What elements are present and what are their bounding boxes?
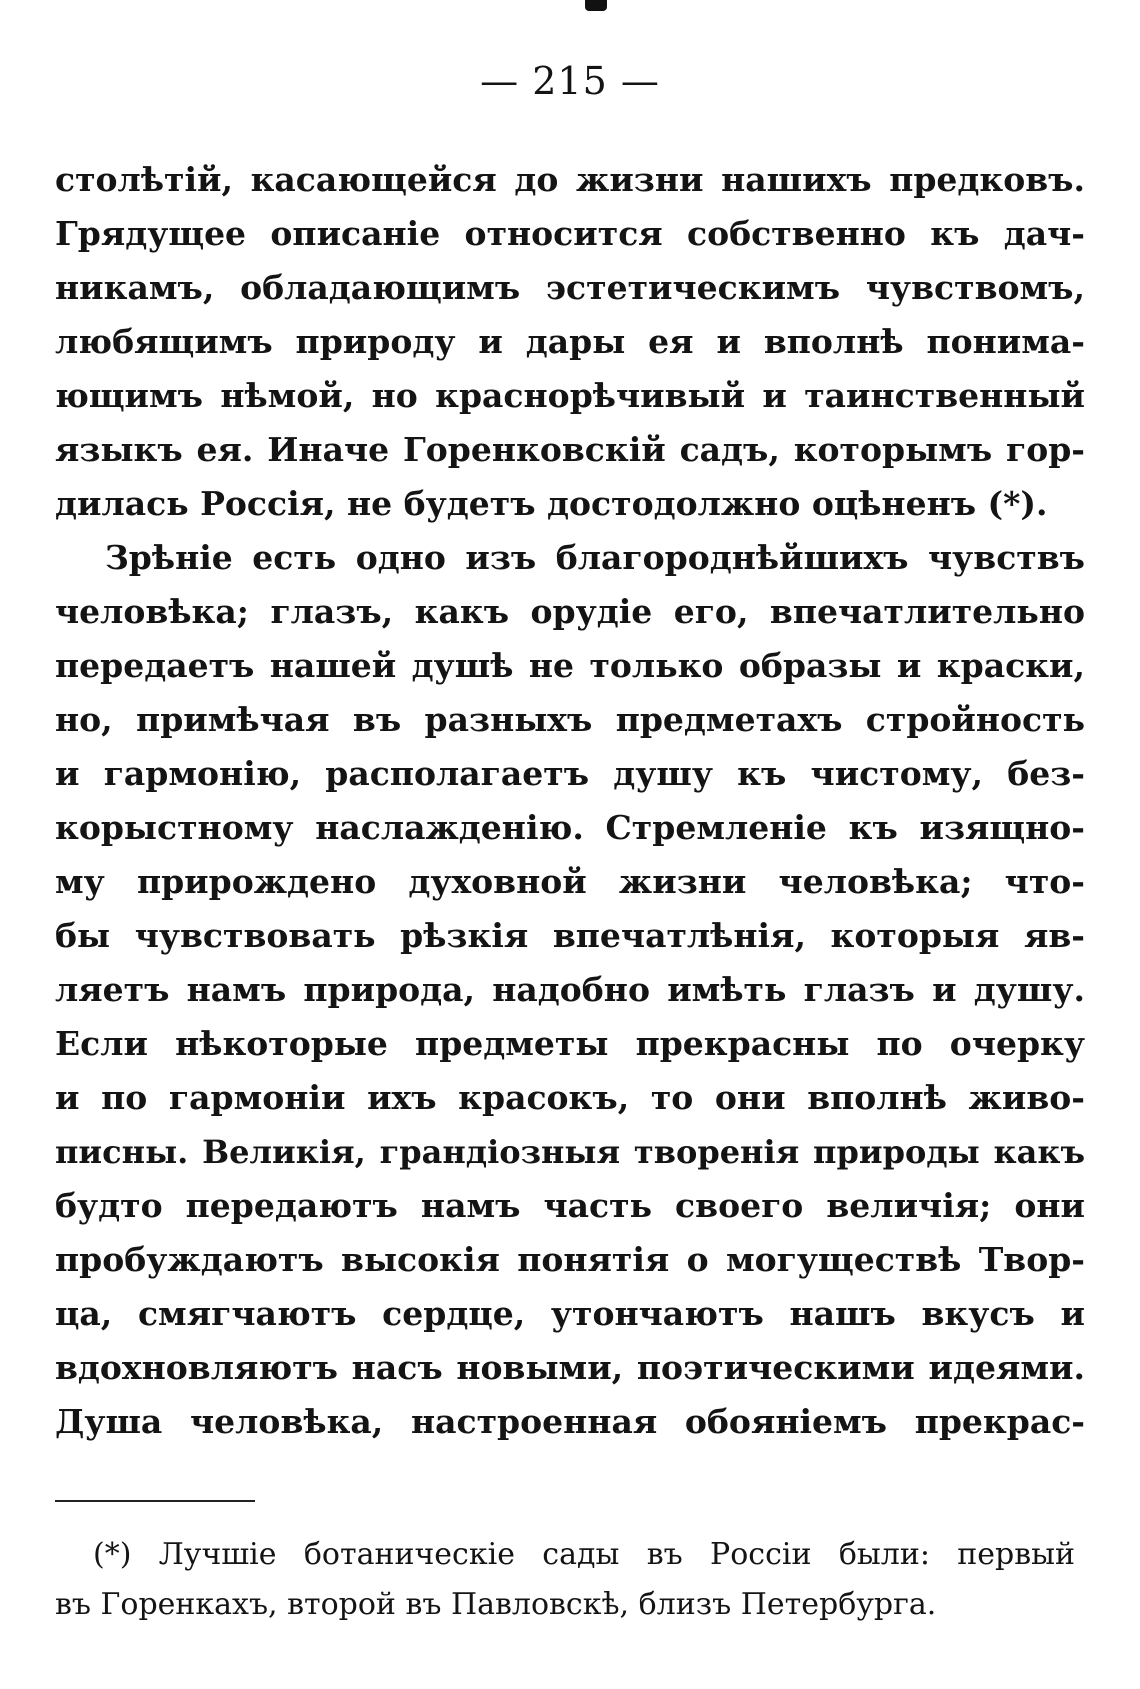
text-line: и по гармоніи ихъ красокъ, то они вполнѣ живо- <box>55 1078 1085 1117</box>
text-line: никамъ, обладающимъ эстетическимъ чувствомъ, <box>55 268 1085 307</box>
text-line: языкъ ея. Иначе Горенковскій садъ, которымъ гор- <box>55 430 1085 469</box>
text-line: Грядущее описаніе относится собственно къ дач- <box>55 214 1085 253</box>
body-text <box>55 153 1085 1449</box>
text-line: ца, смягчаютъ сердце, утончаютъ нашъ вкусъ и <box>55 1294 1085 1333</box>
text-line: бы чувствовать рѣзкія впечатлѣнія, которыя яв- <box>55 916 1085 955</box>
text-line: пробуждаютъ высокія понятія о могуществѣ Твор- <box>55 1240 1085 1279</box>
text-line: человѣка; глазъ, какъ орудіе его, впечатлительно <box>55 592 1085 631</box>
text-line: корыстному наслажденію. Стремленіе къ изящно- <box>55 808 1085 847</box>
footnote-separator <box>55 1500 255 1502</box>
text-line: дилась Россія, не будетъ достодолжно оцѣненъ (*). <box>55 484 1048 523</box>
footnote-line: (*) Лучшіе ботаническіе сады въ Россіи были: первый <box>93 1537 1075 1572</box>
text-line: любящимъ природу и дары ея и вполнѣ понима- <box>55 322 1085 361</box>
top-ink-mark <box>585 0 607 11</box>
page-number: — 215 — <box>480 59 660 103</box>
text-line: ляетъ намъ природа, надобно имѣть глазъ и душу. <box>55 970 1085 1009</box>
text-line: будто передаютъ намъ часть своего величія; они <box>55 1186 1085 1225</box>
text-line: и гармонію, располагаетъ душу къ чистому, без- <box>55 754 1085 793</box>
text-line: столѣтій, касающейся до жизни нашихъ предковъ. <box>55 160 1085 199</box>
text-line: ющимъ нѣмой, но краснорѣчивый и таинственный <box>55 376 1085 415</box>
footnote-line: въ Горенкахъ, второй въ Павловскѣ, близъ Петербурга. <box>55 1587 937 1622</box>
text-line: писны. Великія, грандіозныя творенія природы какъ <box>55 1133 1085 1171</box>
text-line: Зрѣніе есть одно изъ благороднѣйшихъ чувствъ <box>105 538 1085 577</box>
footnote <box>55 1530 1075 1630</box>
text-line: му прирождено духовной жизни человѣка; что- <box>55 862 1085 901</box>
text-line: вдохновляютъ насъ новыми, поэтическими идеями. <box>55 1348 1085 1387</box>
text-line: Если нѣкоторые предметы прекрасны по очерку <box>55 1024 1085 1063</box>
text-line: но, примѣчая въ разныхъ предметахъ стройность <box>55 700 1085 739</box>
text-line: передаетъ нашей душѣ не только образы и краски, <box>55 646 1085 685</box>
text-line: Душа человѣка, настроенная обояніемъ прекрас- <box>55 1402 1085 1441</box>
